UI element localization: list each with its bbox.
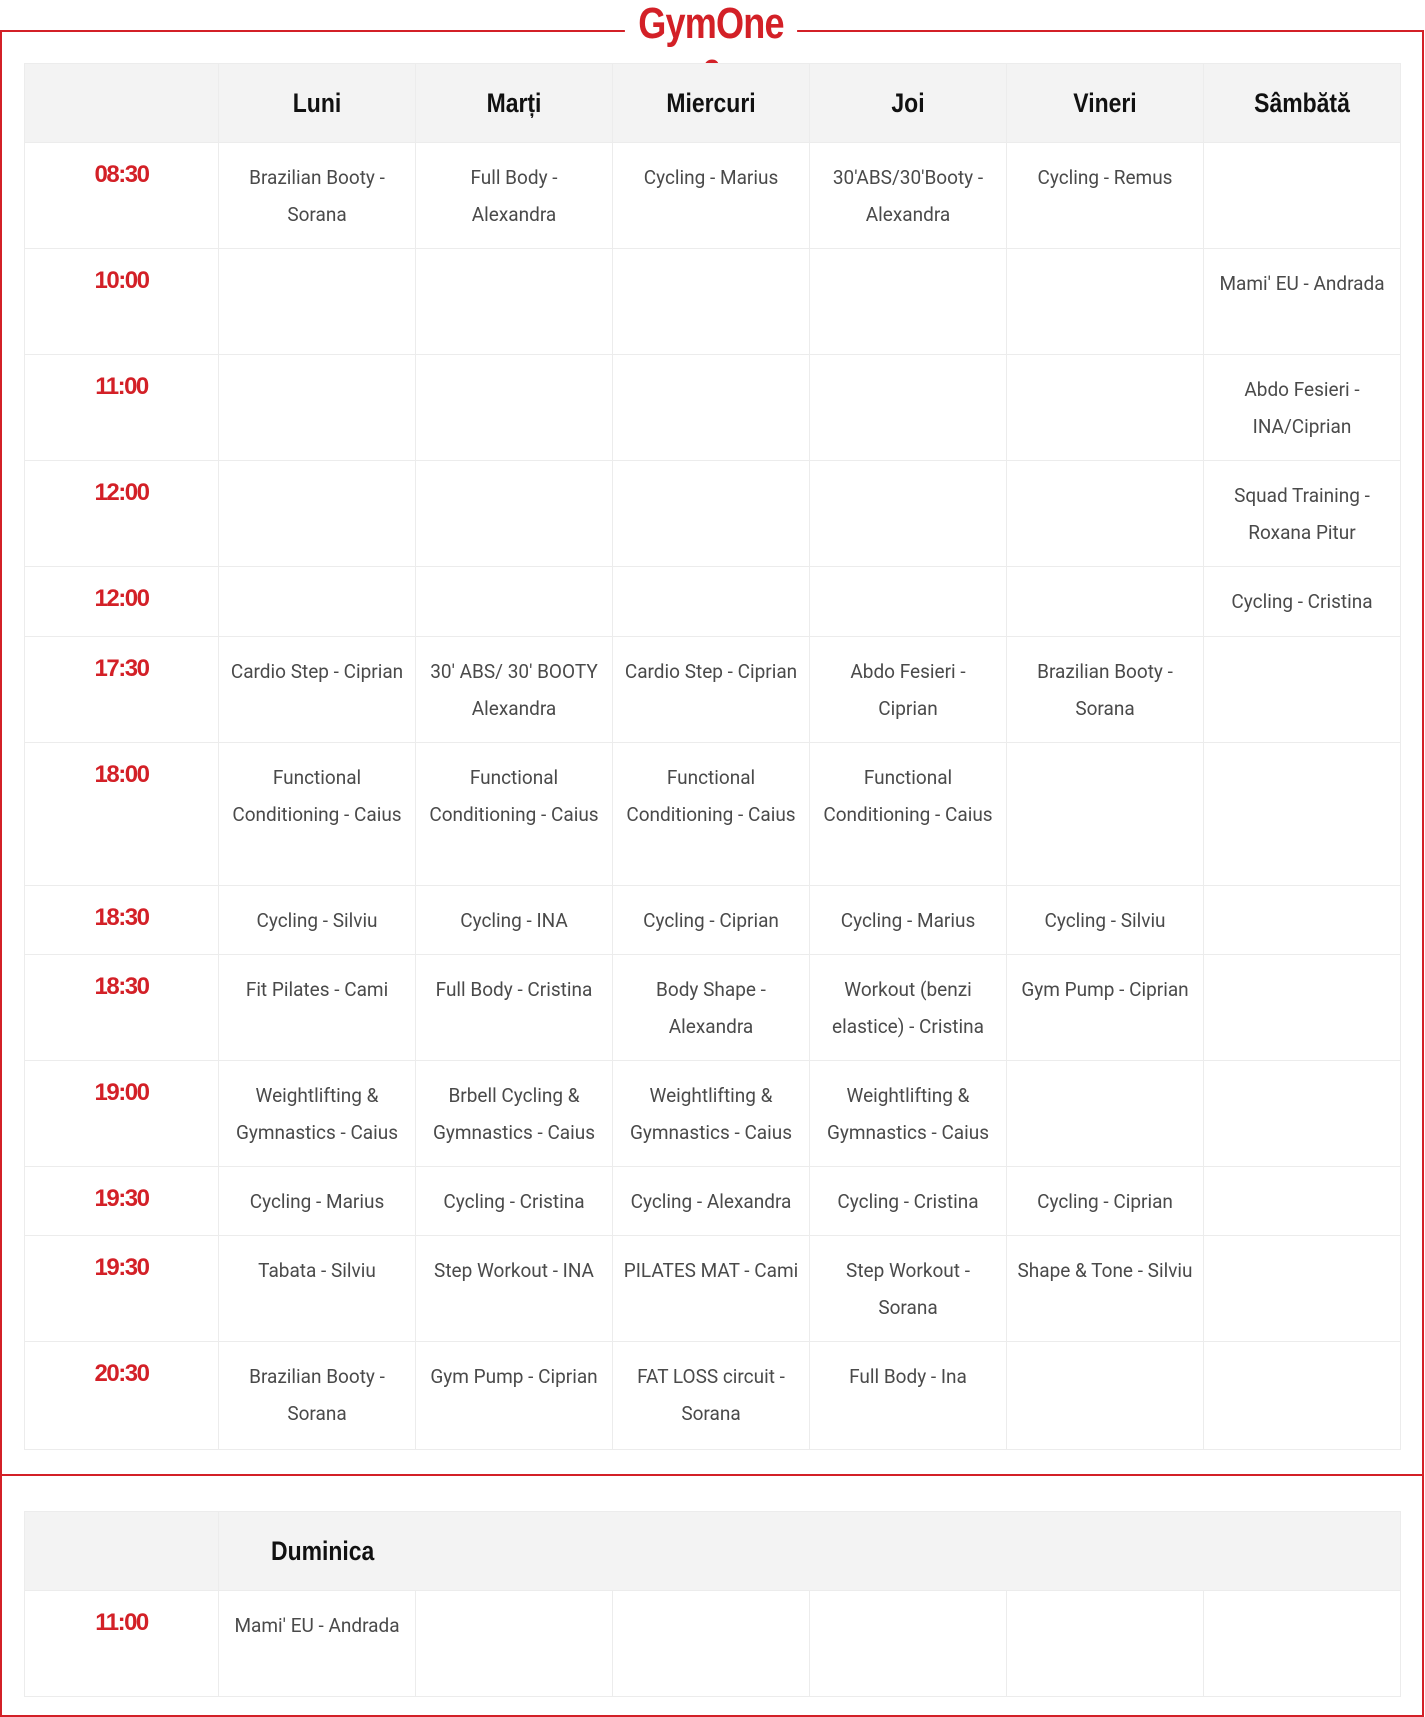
schedule-row <box>25 1167 1401 1236</box>
class-entry: Brazilian Booty - Sorana <box>219 1342 416 1450</box>
class-entry: Shape & Tone - Silviu <box>1007 1236 1204 1342</box>
class-entry: Gym Pump - Ciprian <box>416 1342 613 1450</box>
class-entry: Step Workout - INA <box>416 1236 613 1342</box>
class-entry: Brazilian Booty - Sorana <box>219 143 416 249</box>
class-entry: Cycling - Cristina <box>1204 567 1401 637</box>
class-entry: Cycling - Silviu <box>1007 886 1204 955</box>
day-header: Sâmbătă <box>1204 64 1401 143</box>
class-entry: Mami' EU - Andrada <box>219 1591 416 1697</box>
class-entry: Weightlifting & Gymnastics - Caius <box>613 1061 810 1167</box>
empty-slot <box>1007 249 1204 355</box>
schedule-row <box>25 1236 1401 1342</box>
empty-slot <box>1204 1061 1401 1167</box>
empty-slot <box>1204 955 1401 1061</box>
empty-slot <box>1007 567 1204 637</box>
empty-slot <box>1204 143 1401 249</box>
sunday-body <box>25 1591 1401 1697</box>
day-header: Joi <box>810 64 1007 143</box>
empty-slot <box>1204 743 1401 886</box>
class-entry: Fit Pilates - Cami <box>219 955 416 1061</box>
class-entry: 30' ABS/ 30' BOOTY Alexandra <box>416 637 613 743</box>
empty-slot <box>1007 1591 1204 1697</box>
empty-slot <box>810 1591 1007 1697</box>
class-entry: Abdo Fesieri - INA/Ciprian <box>1204 355 1401 461</box>
schedule-row <box>25 637 1401 743</box>
day-header: Miercuri <box>613 64 810 143</box>
time-slot: 08:30 <box>25 143 219 249</box>
empty-slot <box>219 567 416 637</box>
class-entry: Functional Conditioning - Caius <box>810 743 1007 886</box>
time-slot: 12:00 <box>25 567 219 637</box>
time-slot: 11:00 <box>25 1591 219 1697</box>
empty-slot <box>1007 461 1204 567</box>
schedule-row <box>25 461 1401 567</box>
empty-slot <box>219 249 416 355</box>
class-entry: Brazilian Booty - Sorana <box>1007 637 1204 743</box>
empty-slot <box>810 461 1007 567</box>
class-entry: FAT LOSS circuit - Sorana <box>613 1342 810 1450</box>
schedule-row <box>25 955 1401 1061</box>
class-entry: Tabata - Silviu <box>219 1236 416 1342</box>
class-entry: Functional Conditioning - Caius <box>219 743 416 886</box>
time-slot: 18:30 <box>25 955 219 1061</box>
class-entry: Abdo Fesieri - Ciprian <box>810 637 1007 743</box>
class-entry: Cycling - Remus <box>1007 143 1204 249</box>
empty-slot <box>810 567 1007 637</box>
class-entry: Cardio Step - Ciprian <box>613 637 810 743</box>
class-entry: Full Body - Alexandra <box>416 143 613 249</box>
class-entry: Body Shape - Alexandra <box>613 955 810 1061</box>
class-entry: Squad Training - Roxana Pitur <box>1204 461 1401 567</box>
empty-slot <box>416 1591 613 1697</box>
schedule-row <box>25 567 1401 637</box>
empty-slot <box>613 355 810 461</box>
schedule-row <box>25 355 1401 461</box>
empty-slot <box>613 249 810 355</box>
schedule-row <box>25 743 1401 886</box>
empty-slot <box>1007 1342 1204 1450</box>
empty-slot <box>1204 1167 1401 1236</box>
empty-slot <box>416 249 613 355</box>
time-slot: 11:00 <box>25 355 219 461</box>
schedule-table <box>24 63 1401 1450</box>
class-entry: Cycling - Cristina <box>416 1167 613 1236</box>
time-slot: 10:00 <box>25 249 219 355</box>
sunday-table <box>24 1511 1401 1697</box>
time-slot: 19:30 <box>25 1236 219 1342</box>
schedule-body <box>25 143 1401 1450</box>
class-entry: Weightlifting & Gymnastics - Caius <box>219 1061 416 1167</box>
class-entry: Cardio Step - Ciprian <box>219 637 416 743</box>
empty-slot <box>613 567 810 637</box>
class-entry: 30'ABS/30'Booty - Alexandra <box>810 143 1007 249</box>
class-entry: Step Workout - Sorana <box>810 1236 1007 1342</box>
class-entry: Cycling - Alexandra <box>613 1167 810 1236</box>
time-slot: 17:30 <box>25 637 219 743</box>
empty-slot <box>1204 637 1401 743</box>
empty-slot <box>613 1591 810 1697</box>
day-header: Marți <box>416 64 613 143</box>
empty-slot <box>1204 1591 1401 1697</box>
class-entry: Gym Pump - Ciprian <box>1007 955 1204 1061</box>
empty-slot <box>416 461 613 567</box>
class-entry: Weightlifting & Gymnastics - Caius <box>810 1061 1007 1167</box>
schedule-row <box>25 249 1401 355</box>
class-entry: Functional Conditioning - Caius <box>416 743 613 886</box>
class-entry: Brbell Cycling & Gymnastics - Caius <box>416 1061 613 1167</box>
schedule-header-row <box>25 64 1401 143</box>
empty-slot <box>416 355 613 461</box>
class-entry: Mami' EU - Andrada <box>1204 249 1401 355</box>
class-entry: Workout (benzi elastice) - Cristina <box>810 955 1007 1061</box>
empty-slot <box>219 461 416 567</box>
empty-slot <box>1204 1342 1401 1450</box>
class-entry: Cycling - Ciprian <box>1007 1167 1204 1236</box>
time-slot: 19:30 <box>25 1167 219 1236</box>
empty-slot <box>1204 1236 1401 1342</box>
class-entry: Cycling - INA <box>416 886 613 955</box>
empty-slot <box>1007 743 1204 886</box>
time-header <box>25 1512 219 1591</box>
empty-slot <box>1204 886 1401 955</box>
empty-slot <box>219 355 416 461</box>
time-slot: 18:30 <box>25 886 219 955</box>
empty-slot <box>416 567 613 637</box>
time-header <box>25 64 219 143</box>
empty-slot <box>810 249 1007 355</box>
empty-slot <box>810 355 1007 461</box>
class-entry: PILATES MAT - Cami <box>613 1236 810 1342</box>
empty-slot <box>1007 355 1204 461</box>
class-entry: Cycling - Marius <box>613 143 810 249</box>
class-entry: Cycling - Marius <box>219 1167 416 1236</box>
class-entry: Full Body - Ina <box>810 1342 1007 1450</box>
class-entry: Cycling - Silviu <box>219 886 416 955</box>
time-slot: 20:30 <box>25 1342 219 1450</box>
class-entry: Full Body - Cristina <box>416 955 613 1061</box>
day-header: Vineri <box>1007 64 1204 143</box>
sunday-header-row <box>25 1512 1401 1591</box>
day-header: Luni <box>219 64 416 143</box>
class-entry: Cycling - Marius <box>810 886 1007 955</box>
page-title: GymOne <box>625 0 797 54</box>
schedule-row <box>25 1342 1401 1450</box>
time-slot: 12:00 <box>25 461 219 567</box>
class-entry: Functional Conditioning - Caius <box>613 743 810 886</box>
time-slot: 19:00 <box>25 1061 219 1167</box>
schedule-row <box>25 1061 1401 1167</box>
schedule-row <box>25 143 1401 249</box>
class-entry: Cycling - Ciprian <box>613 886 810 955</box>
empty-slot <box>613 461 810 567</box>
time-slot: 18:00 <box>25 743 219 886</box>
schedule-row <box>25 886 1401 955</box>
schedule-row <box>25 1591 1401 1697</box>
empty-slot <box>1007 1061 1204 1167</box>
day-header: Duminica <box>219 1512 1401 1591</box>
class-entry: Cycling - Cristina <box>810 1167 1007 1236</box>
